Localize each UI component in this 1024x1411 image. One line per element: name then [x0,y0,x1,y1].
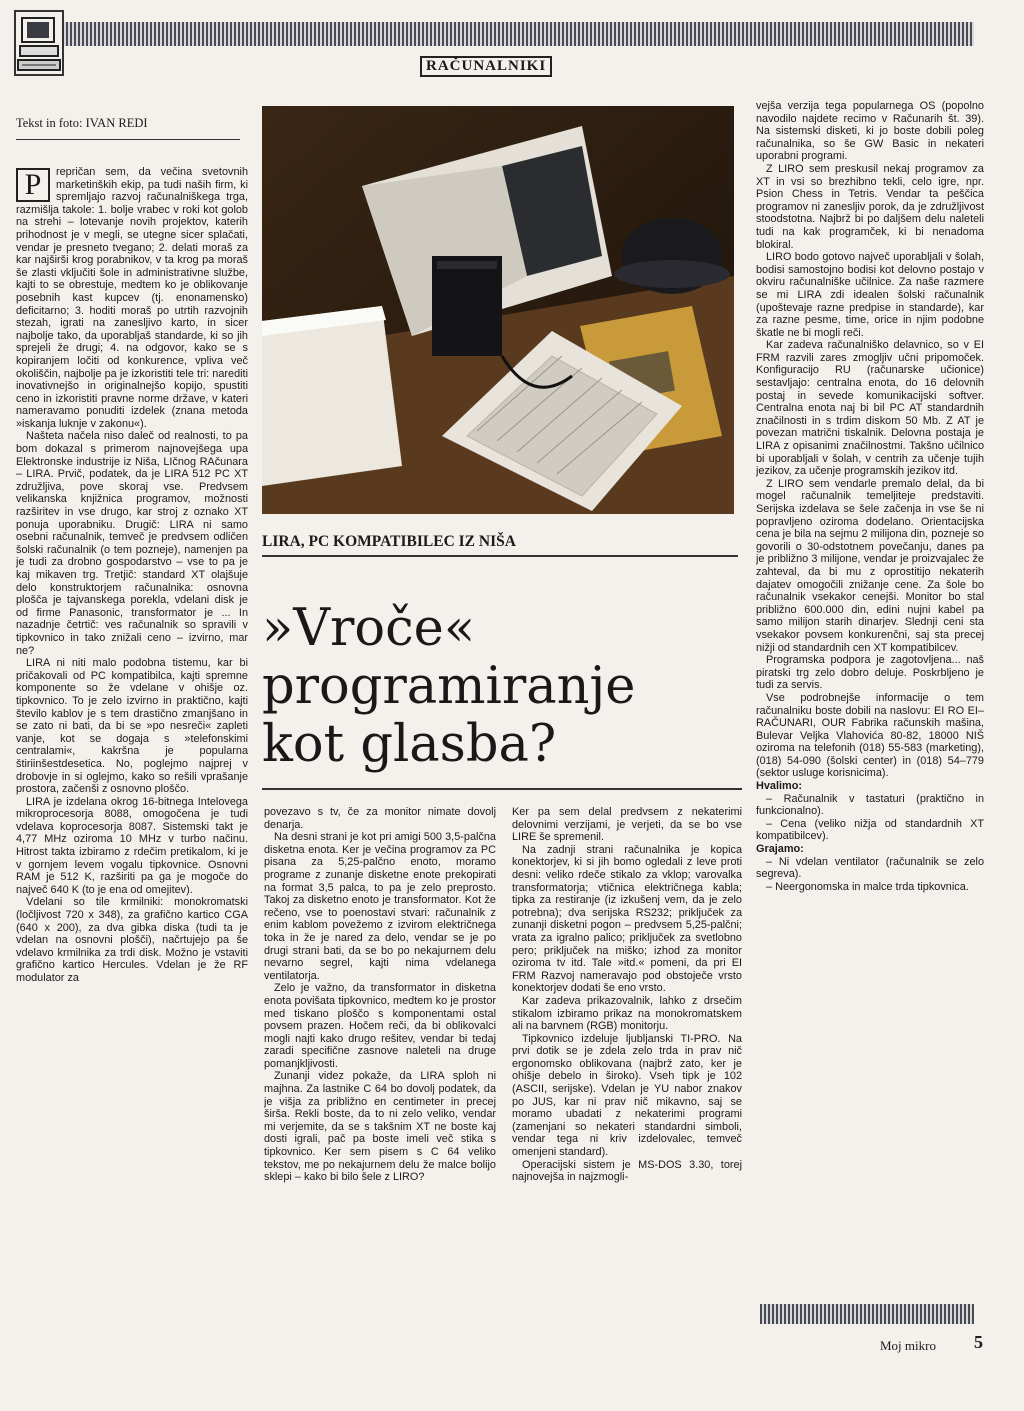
paragraph: vejša verzija tega popularnega OS (popolno navodilo najdete recimo v Računarih št. 39). Na sistemski disketi, ki jo boste dobili poleg računalnika, so še GW Basic in nekateri uporabni programi. [756,100,984,163]
paragraph: repričan sem, da večina svetovnih marketinških ekip, pa tudi naših firm, ki spremljajo razvoj računalniškega trga, razmišlja takole: 1. bolje vrabec v roki kot golob na strehi – lotevanje novih projektov, katerih prihodnost je v megli, se utegne sicer splačati, vendar je presneto tvegano; 2. delati moraš za kar najširši krog porabnikov, v ta krog pa moraš še zlasti vključiti šole in administrativne službe, kajti to se obrestuje, medtem ko je oblikovanje posebnih kast kupcev (tj. enonamensko) deficitarno; 3. hoditi moraš po utrtih razvojnih stezah, igrati na zanesljivo karto, in sicer najbolje tako, da uporabljaš standarde, ki so jih sprejeli že drugi; 4. na odgovor, kako se s kopiranjem ločiti od konkurence, vpliva več okoliščin, najbolje pa je izkoristiti tele tri: narediti inovativnejšo in originalnejšo kopijo, spustiti ceno in izkoristiti pravne norme države, v kateri nameravamo ponuditi izdelek (znana metoda »iskanja luknje v zakonu«). [16,166,248,430]
section-label: RAČUNALNIKI [420,56,552,77]
footer-decorative-bar [760,1304,974,1324]
praise-heading: Hvalimo: [756,780,802,793]
header-decorative-bar [14,22,974,46]
paragraph: Tipkovnico izdeluje ljubljanski TI-PRO. Na prvi dotik se je zdela zelo trda in prav nič ergonomsko oblikovana (najbrž zato, ker je ohišje debelo in široko). Vseh tipk je 102 (ASCII, serijske). Vdelan je YU nabor znakov po JUS, kar ni prav nič mikavno, saj se moramo ubadati z nekaterimi programi (zamenjani so nekateri standardni simboli, vendar tega ni kriv izdelovalec, temveč omenjeni standard). [512,1032,742,1159]
article-column-4 [756,100,984,1220]
section-logo [14,10,64,76]
paragraph: Na desni strani je kot pri amigi 500 3,5-palčna disketna enota. Ker je večina programov za PC pisana za 5,25-palčno enoto, moramo programe z zunanje disketne enote prekopirati na format 3,5 palca, to pa je zelo preprosto. Takoj za disketno enoto je transformator. Kot že rečeno, vse to poenostavi stvari: računalnik z enim kablom povežemo z izvirom električnega toka in že je nared za delo, vendar se je po drugi strani bati, da se bo po nekajurnem delu nevarno segrel, kajti nima vdelanega ventilatorja. [264,831,496,982]
paragraph: Vdelani so tile krmilniki: monokromatski (ločljivost 720 x 348), za grafično kartico CGA (640 x 200), za dva gibka diska (tudi ta je vdelan na osnovni plošči), načrtujejo pa še vdelavo krmilnika za trdi disk. Možno je vstaviti grafično kartico Hercules. Vdelan je že RF modulator za [16,896,248,984]
critique-item: – Neergonomska in malce trda tipkovnica. [766,880,969,893]
paragraph: povezavo s tv, če za monitor nimate dovolj denarja. [264,806,496,831]
paragraph: LIRA je izdelana okrog 16-bitnega Intelovega mikroprocesorja 8088, omogočena je tudi vdelava koprocesorja 8087. Sistemski takt je 4,77 MHz oziroma 10 MHz v turbo načinu. Hitrost takta izbiramo z rdečim pretikalom, ki je v gornjem levem vogalu tipkovnice. Osnovni RAM je 512 K, razširiti pa ga je mogoče do največ 640 K (to je ena od omejitev). [16,795,248,896]
paragraph: LIRA ni niti malo podobna tistemu, kar bi pričakovali od PC kompatibilca, kajti spremne komponente so že vdelane v ohišje oz. tipkovnico. To je zelo izvirno in praktično, kajti število kablov je s tem drastično zmanjšano in se zato ni bati, da bi se »po nesreči« zapleti vanje, kot se dogaja s »telefonskimi centralami«, kakršna je popularna štiriinšestdesetica. No, poglejmo najprej v drobovje in si oglejmo, kako so rešili vprašanje prostora, začenši z osnovno ploščo. [16,657,248,796]
paragraph: Operacijski sistem je MS-DOS 3.30, torej najnovejša in najzmogli- [512,1158,742,1184]
headline-rule [262,788,742,790]
article-credit: Tekst in foto: IVAN REDI [16,116,240,140]
article-photo [262,106,734,514]
drop-cap: P [16,168,50,202]
paragraph: Vse podrobnejše informacije o tem računalniku boste dobili na naslovu: EI RO EI–RAČUNARI, OUR Fabrika računskih mašina, Bulevar Veljka Vlahovića 80-82, 18000 NIŠ oziroma na telefonih (018) 55-583 (marketing), (018) 54-090 (šolski center) in (018) 54–779 (sektor usluge korisnicima). [756,691,984,780]
critique-item: – Ni vdelan ventilator (računalnik se zelo segreva). [756,855,984,881]
paragraph: Našteta načela niso daleč od realnosti, to pa bom dokazal s primerom najnovejšega upa Elektronske industrije iz Niša, LIčnog RAčunara – LIRA. Prvič, podatek, da je LIRA 512 PC XT združljiva, pove skoraj vse. Predvsem velikanska knjižnica programov, možnosti razširitev in vse drugo, kar stroj z oznako XT ponuja uporabniku. Drugič: LIRA ni samo osebni računalnik, temveč je predvsem odličen šolski računalnik (o tem pozneje), namenjen pa je tudi za drobno gospodarstvo – vse to pa je kaj mikaven trg. Tretjič: standard XT olajšuje delo konstruktorjem računalnika: osnovna plošča je tajvanskega porekla, vdelani disk je od firme Panasonic, transformator je ... In nazadnje četrtič: ves računalnik so spravili v tipkovnico in tako znižali ceno – izvirno, mar ne? [16,430,248,657]
praise-item: – Cena (veliko nižja od standardnih XT kompatibilcev). [756,817,984,843]
paragraph: Na zadnji strani računalnika je kopica konektorjev, ki si jih bomo ogledali z leve proti desni: veliko rdeče stikalo za vklop; varovalka transformatorja; vtičnica električnega kabla; tipka za restiranje (iz izkušenj vem, da je zelo potrebna); dva serijska RS232; priključek za zunanji disketni pogon – predvsem 5,25-palčni; vrata za igralno palico; priključek za svetlobno pero; priključek na miško; izhod za monitor oziroma tv itd. Tale »itd.« pomeni, da pri EI FRM Razvoj nameravajo pod obstoječe vrsto konektorjev dodati še eno vrsto. [512,843,742,995]
paragraph: Kar zadeva računalniško delavnico, so v EI FRM razvili zares zmogljiv učni pripomoček. Konfiguracijo RU (računarske učionice) sestavljajo: centralna enota, do 16 delovnih postaj in sevede komunikacijski softver. Centralna enota naj bi bil PC AT standardnih značilnosti in s trdim diskom 50 Mb. Z AT je povezan matrični tiskalnik. Delovna postaja je LIRA z opisanimi značilnostmi. Takšno učilnico bi uporabljali v šolah, v centrih za učenje tujih jezikov, za učenje programskih jezikov itd. [756,339,984,478]
page-number: 5 [974,1332,983,1352]
paragraph: Z LIRO sem preskusil nekaj programov za XT in vsi so brezhibno tekli, celo igre, npr. Psion Chess in Tetris. Vendar ta peščica programov ni zanesljiv porok, da je združljivost stoodstotna. Najbrž bi po daljšem delu naleteli tudi na kak programček, ki bi nenadoma blokiral. [756,162,984,251]
computer-icon [16,12,62,74]
paragraph: Zunanji videz pokaže, da LIRA sploh ni majhna. Za lastnike C 64 bo dovolj podatek, da je višja za približno en centimeter in precej širša. Rekli boste, da to ni zelo veliko, vendar mi verjemite, da se s takšnim XT ne boste kaj dosti igrali, pač pa boste imeli več stika s tipkovnico. Ker sem pisem s C 64 veliko tekstov, me po nekajurnem delu že malce bolijo sklepi – kako bi bilo šele z LIRO? [264,1070,496,1184]
article-subhead: LIRA, PC KOMPATIBILEC IZ NIŠA [262,533,738,557]
paragraph: LIRO bodo gotovo največ uporabljali v šolah, bodisi samostojno bodisi kot delovno postajo v okviru računalniške učilnice. Za naše razmere se mi LIRA zdi idealen šolski računalnik (upoštevaje razne predpise in standarde), kar za razne pesme, time, orice in njim podobne škatle ne bi mogli reči. [756,251,984,339]
headline-line: kot glasba? [262,715,557,774]
headline-line: programiranje [262,657,636,716]
praise-item: – Računalnik v tastaturi (praktično in funkcionalno). [756,792,984,818]
paragraph: Programska podpora je zagotovljena... naš piratski trg zelo dobro deluje. Poskrbljeno je tudi za servis. [756,654,984,692]
article-column-3 [512,806,742,1346]
paragraph: Ker pa sem delal predvsem z nekaterimi delovnimi verzijami, je verjeti, da se bo vse LIRE še spremenil. [512,806,742,844]
paragraph: Z LIRO sem vendarle premalo delal, da bi mogel računalnik temeljiteje predstaviti. Serijska izdelava se šele začenja in vse še ni popravljeno oziroma dodelano. Orientacijska cena je bila na sejmu 2 milijona din, pozneje so govorili o 30-odstotnem povečanju, danes pa je približno 3 milijone, vendar je proizvajalec že zahteval, da bi mu z oprostitijo nekaterih dajatev omogočili znižanje cene. Za šole bo računalnik vsekakor cenejši. Monitor bo stal približno 600.000 din, edini nujni kabel pa samo milijon starih dinarjev. Slednji ceni sta vsekakor povsem konkurenčni, saj sta precej nižji od standardnih cen XT kompatibilcev. [756,477,984,654]
paragraph: Kar zadeva prikazovalnik, lahko z drsečim stikalom izbiramo prikaz na monokromatskem ali na barvnem (RGB) monitorju. [512,994,742,1033]
article-column-2 [264,806,496,1346]
article-column-1 [16,166,248,1346]
lira-computer-photo [262,106,734,514]
headline-line: »Vroče« [262,599,476,658]
article-headline [262,600,742,774]
critique-heading: Grajamo: [756,843,804,856]
magazine-name: Moj mikro [880,1338,936,1353]
paragraph: Zelo je važno, da transformator in disketna enota povišata tipkovnico, medtem ko je prostor med tiskano ploščo s komponentami ostal povsem prazen. Hočem reči, da bi oblikovalci mogli najti kako drugo rešitev, vendar bi tedaj zaradi specifične zasnove naleteli na druge pomanjkljivosti. [264,982,496,1070]
